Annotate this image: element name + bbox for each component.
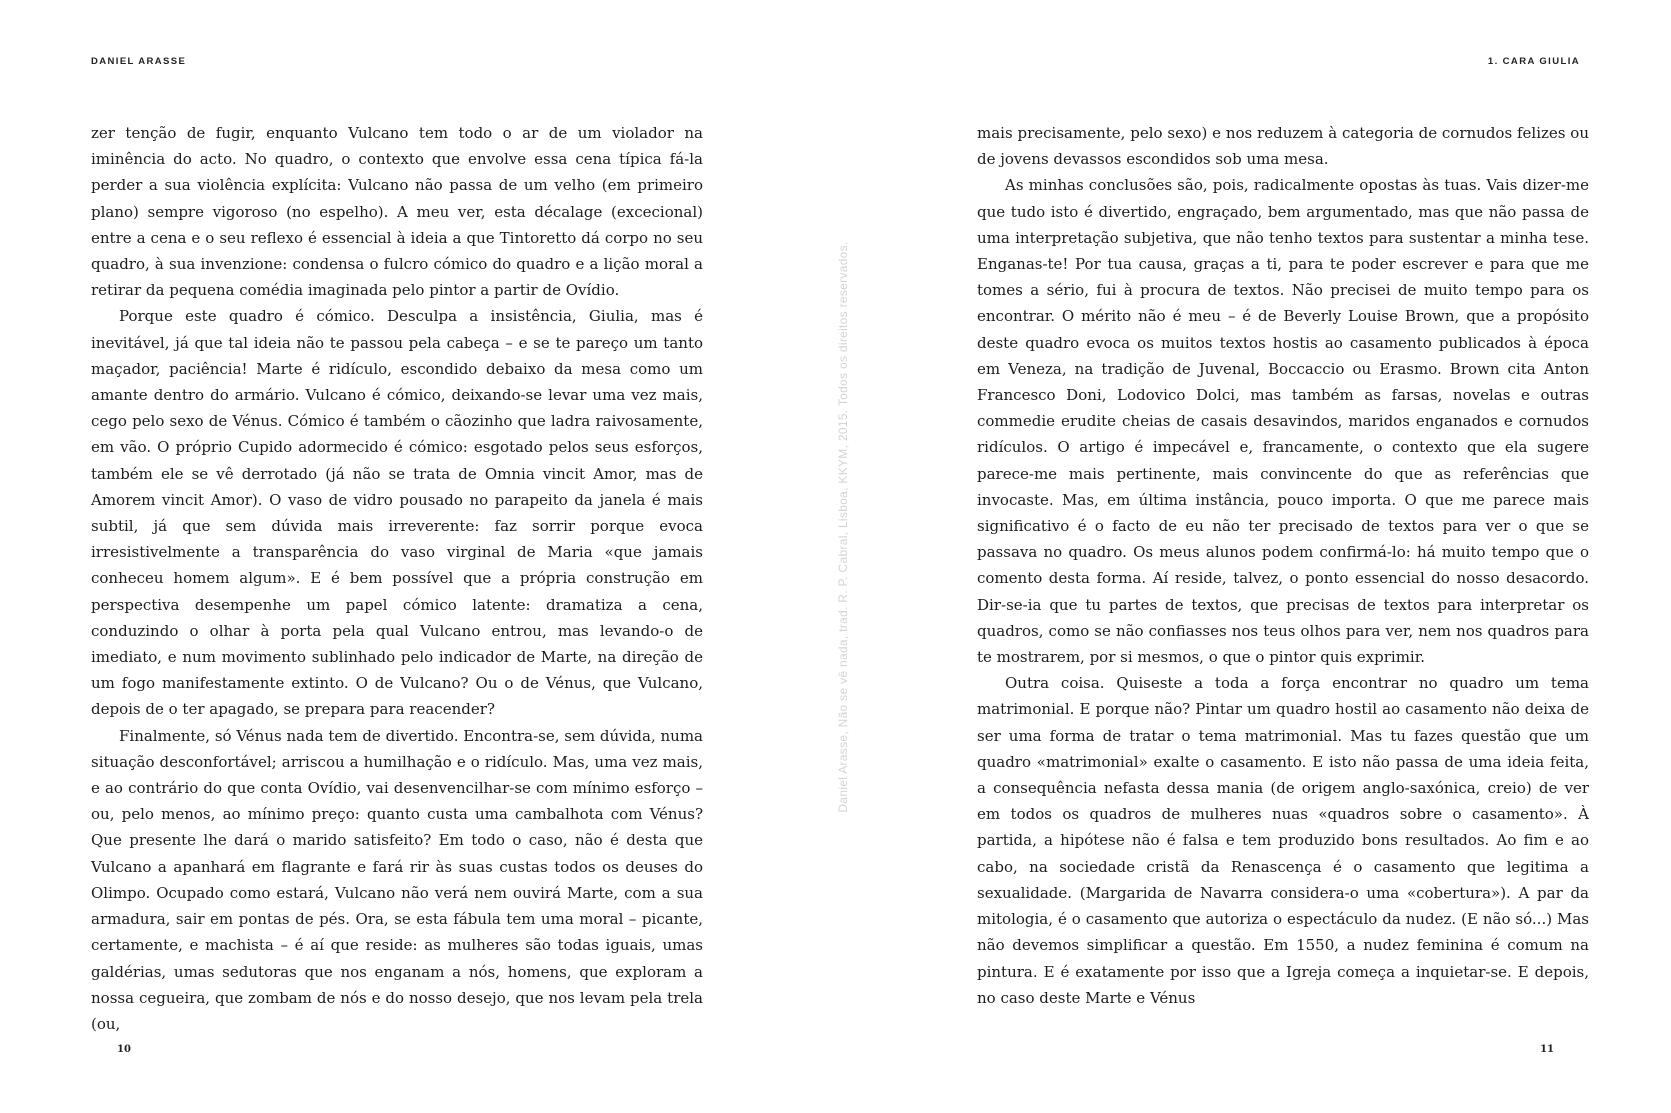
- paragraph: As minhas conclusões são, pois, radicalmente opostas às tuas. Vais dizer-me que tudo isto é divertido, engraçado, bem argumentado, mas que não passa de uma interpretação subjetiva, que não tenho textos para sustentar a minha tese. Enganas-te! Por tua causa, graças a ti, para te poder escrever e para que me tomes a sério, fui à procura de textos. Não precisei de muito tempo para os encontrar. O mérito não é meu – é de Beverly Louise Brown, que a propósito deste quadro evoca os muitos textos hostis ao casamento publicados à época em Veneza, na tradição de Juvenal, Boccaccio ou Erasmo. Brown cita Anton Francesco Doni, Lodovico Dolci, mas também as farsas, novelas e outras commedie erudite cheias de casais desavindos, maridos enganados e cornudos ridículos. O artigo é impecável e, francamente, o contexto que ela sugere parece-me mais pertinente, mais convincente do que as referências que invocaste. Mas, em última instância, pouco importa. O que me parece mais significativo é o facto de eu não ter precisado de textos para ver o que se passava no quadro. Os meus alunos podem confirmá-lo: há muito tempo que o comento desta forma. Aí reside, talvez, o ponto essencial do nosso desacordo. Dir-se-ia que tu partes de textos, que precisas de textos para interpretar os quadros, como se não confiasses nos teus olhos para ver, nem nos quadros para te mostrarem, por si mesmos, o que o pintor quis exprimir.: [977, 176, 1589, 667]
- running-head-author: DANIEL ARASSE: [91, 56, 187, 67]
- running-head-chapter: 1. CARA GIULIA: [1487, 56, 1580, 67]
- paragraph: Outra coisa. Quiseste a toda a força encontrar no quadro um tema matrimonial. E porque não? Pintar um quadro hostil ao casamento não deixa de ser uma forma de tratar o tema matrimonial. Mas tu fazes questão que um quadro «matrimonial» exalte o casamento. E isto não passa de uma ideia feita, a consequência nefasta dessa mania (de origem anglo-saxónica, creio) de ver em todos os quadros de mulheres nuas «quadros sobre o casamento». À partida, a hipótese não é falsa e tem produzido bons resultados. Ao fim e ao cabo, na sociedade cristã da Renascença é o casamento que legitima a sexualidade. (Margarida de Navarra considera-o uma «cobertura»). A par da mitologia, é o casamento que autoriza o espectáculo da nudez. (E não só...) Mas não devemos simplificar a questão. Em 1550, a nudez feminina é comum na pintura. E é exatamente por isso que a Igreja começa a inquietar-se. E depois, no caso deste Marte e Vénus: [977, 674, 1589, 1007]
- copyright-watermark: Daniel Arasse, Não se vê nada, trad. R. P. Cabral, Lisboa, KKYM, 2015. Todos os direitos reservados.: [836, 241, 850, 813]
- left-page: [0, 0, 835, 1113]
- paragraph: Porque este quadro é cómico. Desculpa a insistência, Giulia, mas é inevitável, já que tal ideia não te passou pela cabeça – e se te pareço um tanto maçador, paciência! Marte é ridículo, escondido debaixo da mesa como um amante dentro do armário. Vulcano é cómico, deixando-se levar uma vez mais, cego pelo sexo de Vénus. Cómico é também o cãozinho que ladra raivosamente, em vão. O próprio Cupido adormecido é cómico: esgotado pelos seus esforços, também ele se vê derrotado (já não se trata de Omnia vincit Amor, mas de Amorem vincit Amor). O vaso de vidro pousado no parapeito da janela é mais subtil, já que sem dúvida mais irreverente: faz sorrir porque evoca irresistivelmente a transparência do vaso virginal de Maria «que jamais conheceu homem algum». E é bem possível que a própria construção em perspectiva desempenhe um papel cómico latente: dramatiza a cena, conduzindo o olhar à porta pela qual Vulcano entrou, mas levando-o de imediato, e num movimento sublinhado pelo indicador de Marte, na direção de um fogo manifestamente extinto. O de Vulcano? Ou o de Vénus, que Vulcano, depois de o ter apagado, se prepara para reacender?: [91, 307, 703, 719]
- paragraph: mais precisamente, pelo sexo) e nos reduzem à categoria de cornudos felizes ou de jovens devassos escondidos sob uma mesa.: [977, 124, 1589, 169]
- page-number-left: 10: [117, 1044, 131, 1055]
- paragraph: zer tenção de fugir, enquanto Vulcano tem todo o ar de um violador na iminência do acto. No quadro, o contexto que envolve essa cena típica fá-la perder a sua violência explícita: Vulcano não passa de um velho (em primeiro plano) sempre vigoroso (no espelho). A meu ver, esta décalage (excecional) entre a cena e o seu reflexo é essencial à ideia a que Tintoretto dá corpo no seu quadro, à sua invenzione: condensa o fulcro cómico do quadro e a lição moral a retirar da pequena comédia imaginada pelo pintor a partir de Ovídio.: [91, 124, 703, 300]
- page-number-right: 11: [1540, 1044, 1554, 1055]
- paragraph: Finalmente, só Vénus nada tem de divertido. Encontra-se, sem dúvida, numa situação desconfortável; arriscou a humilhação e o ridículo. Mas, uma vez mais, e ao contrário do que conta Ovídio, vai desenvencilhar-se com mínimo esforço – ou, pelo menos, ao mínimo preço: quanto custa uma cambalhota com Vénus? Que presente lhe dará o marido satisfeito? Em todo o caso, não é desta que Vulcano a apanhará em flagrante e fará rir às suas custas todos os deuses do Olimpo. Ocupado como estará, Vulcano não verá nem ouvirá Marte, com a sua armadura, sair em pontas de pés. Ora, se esta fábula tem uma moral – picante, certamente, e machista – é aí que reside: as mulheres são todas iguais, umas galdérias, umas sedutoras que nos enganam a nós, homens, que exploram a nossa cegueira, que zombam de nós e do nosso desejo, que nos levam pela trela (ou,: [91, 726, 703, 1033]
- body-text-right: [977, 120, 1589, 1011]
- right-page: [836, 0, 1671, 1113]
- body-text-left: [91, 120, 703, 1037]
